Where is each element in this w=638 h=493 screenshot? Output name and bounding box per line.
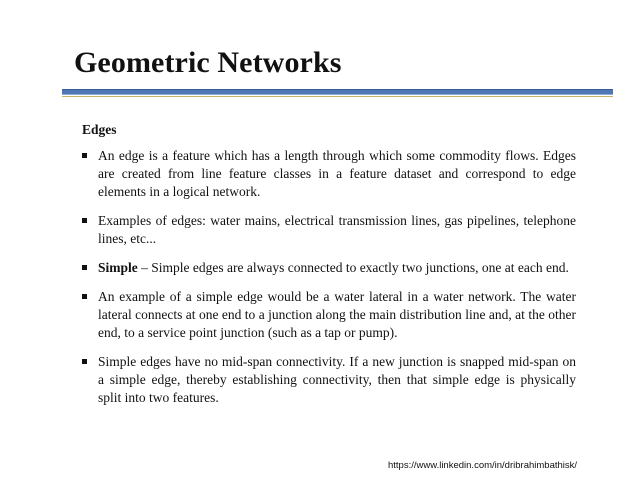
square-bullet-icon: [82, 294, 87, 299]
footer-url: https://www.linkedin.com/in/dribrahimbathisk/: [388, 460, 578, 471]
square-bullet-icon: [82, 153, 87, 158]
bullet-item-simple-edges: [82, 259, 576, 277]
bullet-item-edge-examples: [82, 212, 576, 248]
bullet-text: Simple edges have no mid-span connectivity. If a new junction is snapped mid-span on a simple edge, thereby establishing connectivity, then that simple edge is physically split into two features.: [98, 354, 576, 405]
square-bullet-icon: [82, 265, 87, 270]
slide-title: Geometric Networks: [74, 46, 342, 79]
square-bullet-icon: [82, 359, 87, 364]
bullet-text: Examples of edges: water mains, electrical transmission lines, gas pipelines, telephone lines, etc...: [98, 213, 576, 246]
title-underline-accent: [62, 96, 613, 97]
bullet-term: Simple: [98, 260, 138, 275]
section-heading: Edges: [82, 122, 117, 137]
bullet-text: An edge is a feature which has a length through which some commodity flows. Edges are created from line feature classes in a feature dataset and correspond to edge elements in a logical network.: [98, 148, 576, 199]
square-bullet-icon: [82, 218, 87, 223]
bullet-item-edge-definition: [82, 147, 576, 201]
bullet-item-mid-span-connectivity: [82, 353, 576, 407]
bullet-text: An example of a simple edge would be a water lateral in a water network. The water lateral connects at one end to a junction along the main distribution line and, at the other end, to a service point junction (such as a tap or pump).: [98, 289, 576, 340]
bullet-text: – Simple edges are always connected to exactly two junctions, one at each end.: [137, 260, 569, 275]
bullet-item-simple-edge-example: [82, 288, 576, 342]
bullet-list: [82, 147, 576, 418]
title-underline: [62, 89, 613, 95]
